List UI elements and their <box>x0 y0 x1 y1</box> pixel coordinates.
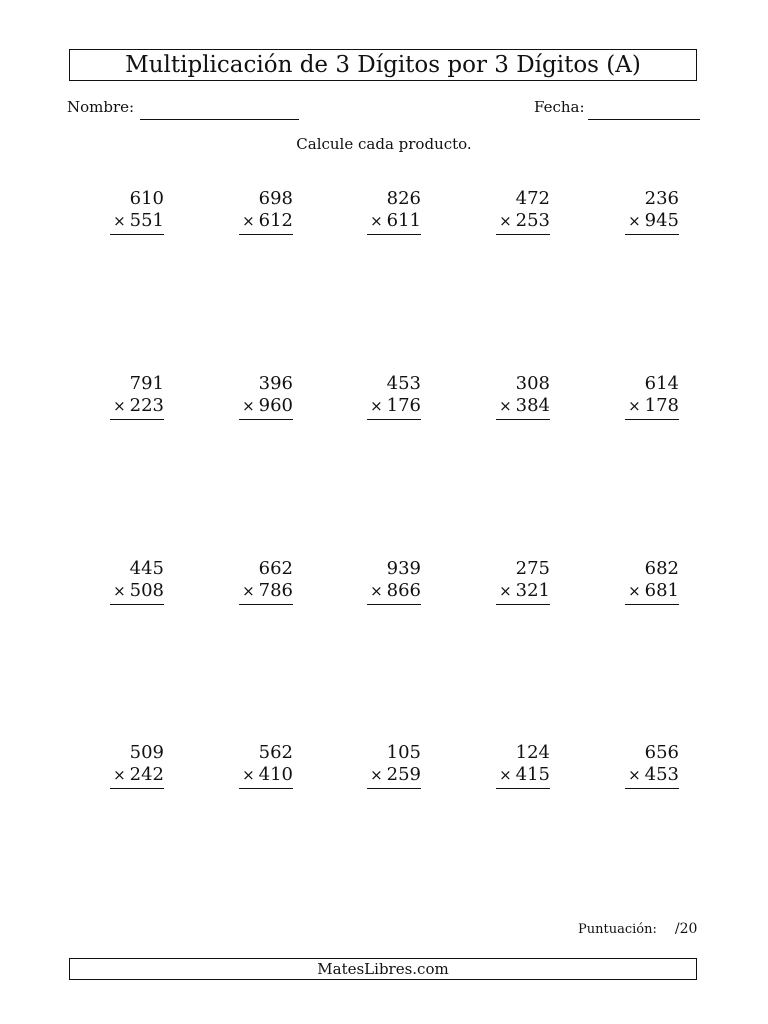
times-sign: × <box>113 582 126 600</box>
score-total: /20 <box>674 921 698 937</box>
worksheet-title: Multiplicación de 3 Dígitos por 3 Dígitos (A) <box>69 49 697 81</box>
multiplicand: 682 <box>644 558 679 579</box>
answer-line <box>496 788 550 789</box>
instructions: Calcule cada producto. <box>296 135 472 153</box>
multiplicand: 236 <box>644 188 679 209</box>
multiplication-problem <box>496 742 550 790</box>
multiplicand: 509 <box>129 742 164 763</box>
multiplier: 253 <box>515 210 550 231</box>
answer-line <box>496 419 550 420</box>
multiplication-problem <box>367 742 421 790</box>
multiplier-row <box>370 395 421 417</box>
times-sign: × <box>242 397 255 415</box>
times-sign: × <box>242 582 255 600</box>
multiplication-problem <box>367 558 421 606</box>
multiplier-row <box>113 210 164 232</box>
multiplication-problem <box>625 188 679 236</box>
times-sign: × <box>370 766 383 784</box>
multiplication-problem <box>239 742 293 790</box>
multiplicand: 656 <box>644 742 679 763</box>
date-label: Fecha: <box>534 98 585 116</box>
multiplication-problem <box>239 188 293 236</box>
multiplicand: 610 <box>129 188 164 209</box>
multiplier-row <box>370 580 421 602</box>
multiplier: 223 <box>129 395 164 416</box>
multiplier-row <box>242 764 293 786</box>
multiplier: 786 <box>258 580 293 601</box>
multiplier-row <box>113 580 164 602</box>
multiplier-row <box>113 395 164 417</box>
times-sign: × <box>499 397 512 415</box>
answer-line <box>625 419 679 420</box>
multiplication-problem <box>367 373 421 421</box>
multiplicand: 791 <box>129 373 164 394</box>
times-sign: × <box>370 212 383 230</box>
answer-line <box>625 604 679 605</box>
multiplier: 384 <box>515 395 550 416</box>
multiplicand: 662 <box>258 558 293 579</box>
multiplier-row <box>499 764 550 786</box>
times-sign: × <box>628 582 641 600</box>
multiplicand: 453 <box>386 373 421 394</box>
multiplier: 611 <box>386 210 421 231</box>
multiplier: 960 <box>258 395 293 416</box>
multiplication-problem <box>110 558 164 606</box>
multiplication-problem <box>110 373 164 421</box>
multiplicand: 826 <box>386 188 421 209</box>
times-sign: × <box>499 582 512 600</box>
times-sign: × <box>628 766 641 784</box>
multiplier-row <box>499 580 550 602</box>
answer-line <box>110 419 164 420</box>
times-sign: × <box>113 766 126 784</box>
multiplier-row <box>499 395 550 417</box>
times-sign: × <box>628 397 641 415</box>
multiplier-row <box>499 210 550 232</box>
multiplier: 176 <box>386 395 421 416</box>
answer-line <box>367 788 421 789</box>
multiplier-row <box>628 764 679 786</box>
multiplicand: 445 <box>129 558 164 579</box>
multiplier: 178 <box>644 395 679 416</box>
answer-line <box>367 604 421 605</box>
multiplier: 945 <box>644 210 679 231</box>
multiplication-problem <box>367 188 421 236</box>
multiplication-problem <box>239 373 293 421</box>
multiplicand: 698 <box>258 188 293 209</box>
footer-site: MatesLibres.com <box>69 958 697 980</box>
multiplier-row <box>628 580 679 602</box>
times-sign: × <box>370 397 383 415</box>
answer-line <box>625 788 679 789</box>
times-sign: × <box>242 766 255 784</box>
multiplicand: 939 <box>386 558 421 579</box>
score-label: Puntuación: <box>578 922 657 937</box>
multiplicand: 562 <box>258 742 293 763</box>
multiplier: 453 <box>644 764 679 785</box>
name-line <box>140 119 299 120</box>
answer-line <box>496 604 550 605</box>
answer-line <box>239 234 293 235</box>
multiplier-row <box>113 764 164 786</box>
multiplier: 551 <box>129 210 164 231</box>
multiplication-problem <box>496 558 550 606</box>
times-sign: × <box>370 582 383 600</box>
multiplication-problem <box>110 742 164 790</box>
multiplier-row <box>370 210 421 232</box>
multiplier-row <box>628 395 679 417</box>
multiplier-row <box>242 580 293 602</box>
multiplication-problem <box>625 742 679 790</box>
answer-line <box>625 234 679 235</box>
answer-line <box>367 419 421 420</box>
multiplication-problem <box>110 188 164 236</box>
multiplication-problem <box>496 188 550 236</box>
multiplication-problem <box>496 373 550 421</box>
multiplication-problem <box>625 558 679 606</box>
multiplier-row <box>628 210 679 232</box>
times-sign: × <box>499 212 512 230</box>
multiplier: 321 <box>515 580 550 601</box>
multiplier: 259 <box>386 764 421 785</box>
multiplication-problem <box>625 373 679 421</box>
multiplier-row <box>242 395 293 417</box>
answer-line <box>239 604 293 605</box>
answer-line <box>110 788 164 789</box>
multiplier: 415 <box>515 764 550 785</box>
answer-line <box>110 604 164 605</box>
times-sign: × <box>628 212 641 230</box>
multiplicand: 124 <box>515 742 550 763</box>
name-label: Nombre: <box>67 98 135 116</box>
multiplicand: 396 <box>258 373 293 394</box>
answer-line <box>367 234 421 235</box>
answer-line <box>496 234 550 235</box>
multiplicand: 105 <box>386 742 421 763</box>
multiplier: 508 <box>129 580 164 601</box>
multiplier-row <box>370 764 421 786</box>
multiplicand: 472 <box>515 188 550 209</box>
multiplier-row <box>242 210 293 232</box>
multiplicand: 308 <box>515 373 550 394</box>
answer-line <box>239 788 293 789</box>
times-sign: × <box>499 766 512 784</box>
multiplicand: 614 <box>644 373 679 394</box>
times-sign: × <box>113 212 126 230</box>
multiplier: 612 <box>258 210 293 231</box>
date-line <box>588 119 700 120</box>
multiplier: 681 <box>644 580 679 601</box>
multiplier: 410 <box>258 764 293 785</box>
score-area <box>578 920 697 939</box>
times-sign: × <box>242 212 255 230</box>
answer-line <box>110 234 164 235</box>
multiplicand: 275 <box>515 558 550 579</box>
times-sign: × <box>113 397 126 415</box>
multiplier: 866 <box>386 580 421 601</box>
multiplier: 242 <box>129 764 164 785</box>
answer-line <box>239 419 293 420</box>
multiplication-problem <box>239 558 293 606</box>
